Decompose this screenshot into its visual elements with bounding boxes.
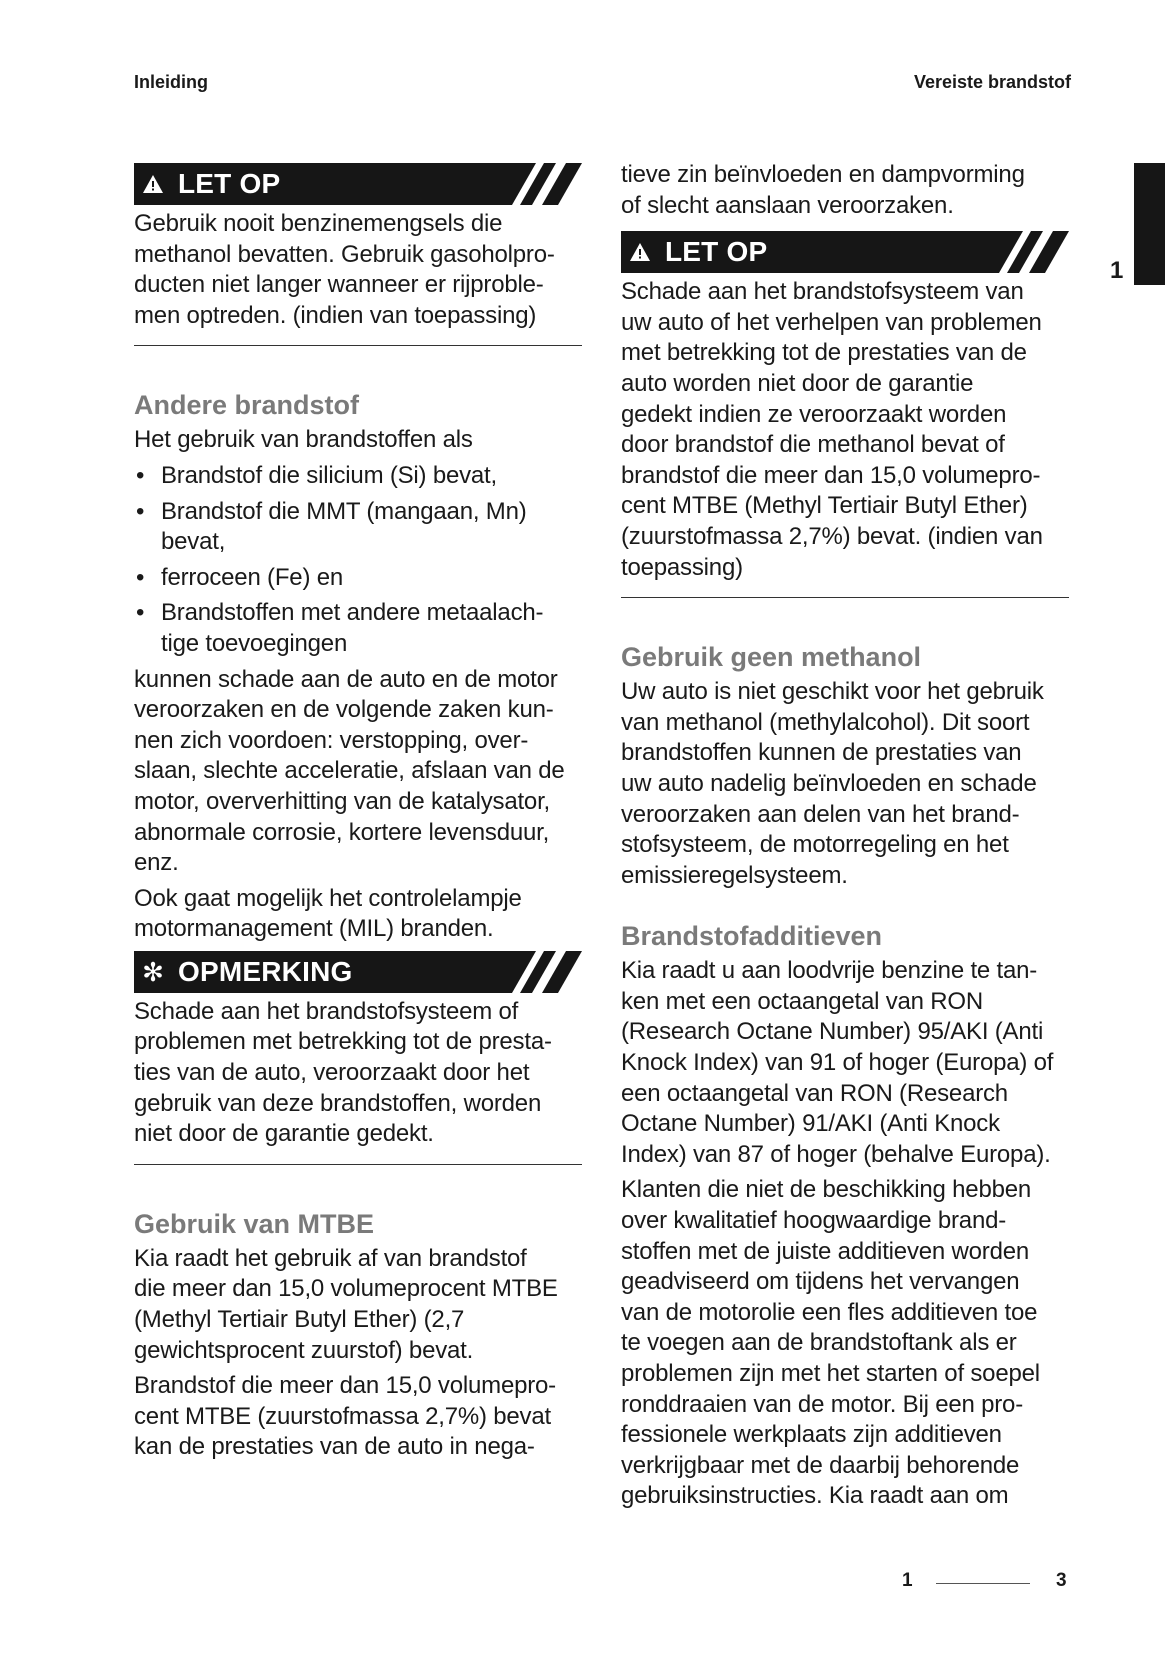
chapter-tab <box>1134 163 1165 285</box>
paragraph: tieve zin beïnvloeden en dampvorming of slecht aanslaan veroorzaken. <box>621 161 1025 219</box>
warning-box-header <box>621 231 1069 273</box>
paragraph: Brandstof die meer dan 15,0 volumepro- cent MTBE (zuurstofmassa 2,7%) bevat kan de prestaties van de auto in nega- <box>134 1372 556 1461</box>
left-column <box>134 163 582 1468</box>
note-box-header <box>134 951 582 993</box>
list-item-text: Brandstoffen met andere metaalach- tige toevoegingen <box>161 599 544 657</box>
paragraph: Kia raadt het gebruik af van brandstof die meer dan 15,0 volumeprocent MTBE (Methyl Tertiair Butyl Ether) (2,7 gewichtsprocent zuurstof) bevat. <box>134 1244 558 1364</box>
right-column <box>621 160 1069 1517</box>
stripes-decoration-icon <box>502 163 582 205</box>
note-label: OPMERKING <box>178 955 353 987</box>
warning-text: Gebruik nooit benzinemengsels die methanol bevatten. Gebruik gasoholpro- ducten niet langer wanneer er rijproble- men optreden. (indien van toepassing) <box>134 210 555 329</box>
section-heading: Brandstofadditieven <box>621 921 883 952</box>
chapter-tab-number: 1 <box>1110 257 1124 284</box>
stripes-decoration-icon <box>502 951 582 993</box>
paragraph: Klanten die niet de beschikking hebben over kwalitatief hoogwaardige brand- stoffen met de juiste additieven worden geadviseerd om tijdens het vervangen van de motorolie een fles additieven toe te voegen aan de brandstoftank als er problemen zijn met het starten of soepel ronddraaien van de motor. Bij een pro- fessionele werkplaats zijn additieven verkrijgbaar met de daarbij behorende gebruiksinstructies. Kia raadt aan om <box>621 1176 1040 1510</box>
paragraph: Kia raadt u aan loodvrije benzine te tan- ken met een octaangetal van RON (Research Octane Number) 95/AKI (Anti Knock Index) van 91 of hoger (Europa) of een octaangetal van RON (Research Octane Number) 91/AKI (Anti Knock Index) van 87 of hoger (behalve Europa). <box>621 957 1054 1168</box>
bullet-icon: • <box>136 461 145 489</box>
warning-triangle-icon <box>629 243 651 261</box>
running-header-right: Vereiste brandstof <box>913 72 1071 92</box>
page-number: 3 <box>1056 1570 1067 1591</box>
running-header-left: Inleiding <box>134 72 208 92</box>
list-item-text: Brandstof die MMT (mangaan, Mn) bevat, <box>161 497 527 556</box>
section-heading: Andere brandstof <box>134 390 360 421</box>
paragraph: Uw auto is niet geschikt voor het gebruik van methanol (methylalcohol). Dit soort brandstoffen kunnen de prestaties van uw auto nadelig beïnvloeden en schade veroorzaken aan delen van het brand- stofsysteem, de motorregeling en het emissieregelsysteem. <box>621 678 1044 889</box>
list-item <box>134 563 582 594</box>
paragraph: kunnen schade aan de auto en de motor veroorzaken en de volgende zaken kun- nen zich voordoen: verstopping, over- slaan, slechte acceleratie, afslaan van de motor, oververhitting van de katalysator, abnormale corrosie, kortere levensduur, enz. <box>134 665 565 877</box>
warning-text: Schade aan het brandstofsysteem van uw auto of het verhelpen van problemen met betrekking tot de prestaties van de auto worden niet door de garantie gedekt indien ze veroorzaakt worden door brandstof die methanol bevat of brandstof die meer dan 15,0 volumepro- cent MTBE (Methyl Tertiair Butyl Ether) (zuurstofmassa 2,7%) bevat. (indien van toepassing) <box>621 278 1043 581</box>
bullet-list <box>134 461 582 660</box>
list-item <box>134 497 582 558</box>
footer-chapter-number: 1 <box>902 1570 913 1591</box>
warning-triangle-icon <box>142 175 164 193</box>
list-item-text: ferroceen (Fe) en <box>161 563 344 591</box>
stripes-decoration-icon <box>989 231 1069 273</box>
divider <box>621 597 1069 598</box>
section-heading: Gebruik geen methanol <box>621 642 922 673</box>
divider <box>134 1164 582 1165</box>
warning-label: LET OP <box>665 236 768 268</box>
paragraph: Het gebruik van brandstoffen als <box>134 426 473 454</box>
section-heading: Gebruik van MTBE <box>134 1208 375 1239</box>
warning-box-header <box>134 163 582 205</box>
warning-label: LET OP <box>178 168 281 199</box>
asterisk-icon: ✻ <box>142 956 164 987</box>
list-item <box>134 598 582 659</box>
divider <box>134 345 582 346</box>
list-item <box>134 461 582 492</box>
list-item-text: Brandstof die silicium (Si) bevat, <box>161 461 497 489</box>
note-text: Schade aan het brandstofsysteem of problemen met betrekking tot de presta- ties van de auto, veroorzaakt door het gebruik van deze brandstoffen, worden niet door de garantie gedekt. <box>134 997 552 1148</box>
bullet-icon: • <box>136 497 145 525</box>
bullet-icon: • <box>136 563 145 591</box>
bullet-icon: • <box>136 599 145 627</box>
footer-divider <box>936 1583 1030 1584</box>
paragraph: Ook gaat mogelijk het controlelampje motormanagement (MIL) branden. <box>134 884 522 943</box>
